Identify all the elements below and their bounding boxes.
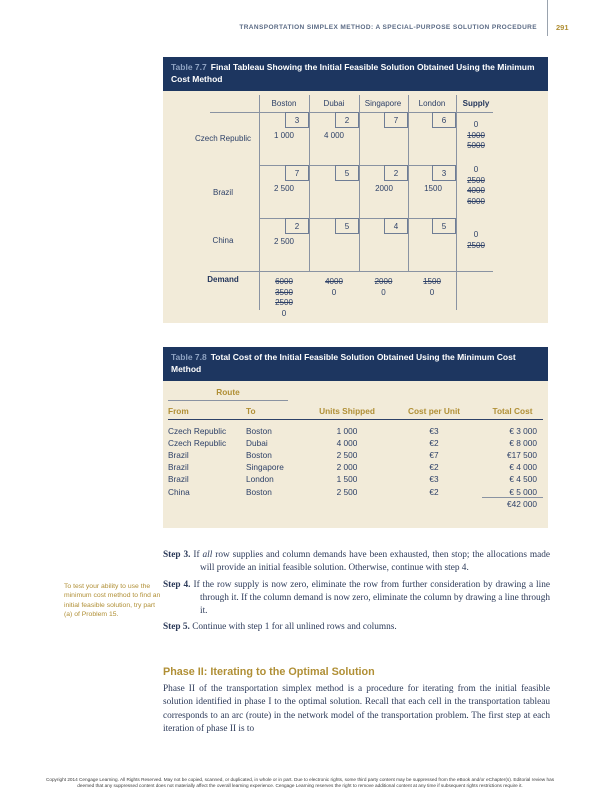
cell-from: Brazil bbox=[168, 462, 189, 473]
demand-value: 0 bbox=[429, 287, 435, 297]
cost-table-header-row bbox=[168, 405, 543, 420]
cost-value: 2 bbox=[294, 222, 300, 231]
demand-stack-london bbox=[408, 277, 456, 298]
cost-box bbox=[384, 218, 408, 234]
table-7-7 bbox=[163, 57, 548, 323]
cost-value: 2 bbox=[393, 169, 399, 178]
cell-units: 2 500 bbox=[336, 450, 358, 461]
step-4-text: If the row supply is now zero, eliminate the row from further consideration by drawing a line through it. If the column demand is now zero, eliminate the column by drawing a line through it. bbox=[190, 579, 550, 617]
table-7-8 bbox=[163, 347, 548, 528]
column-header-supply: Supply bbox=[462, 99, 490, 108]
allocation-china-boston: 2 500 bbox=[273, 237, 295, 246]
supply-stack-china bbox=[446, 230, 506, 251]
cost-box bbox=[285, 218, 309, 234]
allocation-brazil-london: 1500 bbox=[424, 184, 442, 193]
table-row bbox=[168, 425, 543, 437]
cell-cost-per-unit: €3 bbox=[429, 474, 439, 485]
route-header: Route bbox=[168, 387, 288, 401]
grid-vline-1 bbox=[309, 95, 310, 271]
cost-box bbox=[384, 165, 408, 181]
row-label-czech-republic: Czech Republic bbox=[194, 134, 252, 143]
cell-from: Brazil bbox=[168, 474, 189, 485]
step-5 bbox=[163, 621, 550, 634]
cell-units: 1 500 bbox=[336, 474, 358, 485]
cost-value: 4 bbox=[393, 222, 399, 231]
cost-value: 5 bbox=[344, 222, 350, 231]
row-label-brazil: Brazil bbox=[212, 188, 233, 197]
cell-units: 2 000 bbox=[336, 462, 358, 473]
step-4-label: Step 4. bbox=[163, 579, 191, 590]
table-row bbox=[168, 461, 543, 473]
cell-to: Dubai bbox=[246, 438, 268, 449]
allocation-czech-dubai: 4 000 bbox=[323, 131, 345, 140]
demand-stack-boston bbox=[259, 277, 309, 319]
col-header-total-cost: Total Cost bbox=[492, 406, 533, 416]
cell-to: Boston bbox=[246, 450, 272, 461]
cost-value: 2 bbox=[344, 116, 350, 125]
cell-from: Czech Republic bbox=[168, 438, 227, 449]
supply-value-crossed: 5000 bbox=[467, 141, 485, 150]
supply-value: 0 bbox=[473, 230, 479, 239]
step-3-label: Step 3. bbox=[163, 550, 191, 560]
cost-value: 7 bbox=[393, 116, 399, 125]
col-header-to: To bbox=[246, 406, 256, 416]
cost-box bbox=[335, 112, 359, 128]
supply-value-crossed: 4000 bbox=[467, 186, 485, 195]
supply-value: 0 bbox=[473, 165, 479, 174]
copyright-footer bbox=[0, 777, 600, 790]
cell-total-cost: €17 500 bbox=[507, 450, 537, 461]
cell-total-cost: € 4 000 bbox=[509, 462, 537, 473]
cell-cost-per-unit: €2 bbox=[429, 486, 439, 497]
copyright-line-2: deemed that any suppressed content does not materially affect the overall learning experience. Cengage Learning reserves the right to remove additional content at any time if subsequent rights restrictions require it. bbox=[77, 783, 523, 789]
cell-units: 2 500 bbox=[336, 486, 358, 497]
grand-total: €42 000 bbox=[507, 498, 537, 509]
tableau bbox=[163, 91, 548, 323]
demand-value-crossed: 3500 bbox=[275, 287, 293, 297]
cell-from: Brazil bbox=[168, 450, 189, 461]
method-steps bbox=[163, 549, 550, 638]
copyright-line-1: Copyright 2014 Cengage Learning. All Rights Reserved. May not be copied, scanned, or duplicated, in whole or in part. Due to electronic rights, some third party content may be suppressed from the eBook and/or eChapter(s). Editorial review has bbox=[45, 777, 555, 782]
cell-to: Boston bbox=[246, 486, 272, 497]
supply-stack-czech bbox=[446, 120, 506, 152]
supply-value-crossed: 2500 bbox=[467, 175, 485, 185]
column-header-london: London bbox=[418, 99, 446, 108]
allocation-brazil-boston: 2 500 bbox=[273, 184, 295, 193]
supply-value: 0 bbox=[473, 120, 479, 129]
cost-value: 3 bbox=[294, 116, 300, 125]
row-label-demand: Demand bbox=[207, 275, 239, 284]
demand-value: 0 bbox=[281, 308, 287, 318]
cell-to: Singapore bbox=[246, 462, 284, 473]
allocation-brazil-singapore: 2000 bbox=[375, 184, 393, 193]
cell-total-cost: € 4 500 bbox=[509, 474, 537, 485]
demand-stack-singapore bbox=[359, 277, 408, 298]
table-7-8-title: Total Cost of the Initial Feasible Solution Obtained Using the Minimum Cost Method bbox=[171, 352, 516, 374]
cost-box bbox=[335, 218, 359, 234]
cell-cost-per-unit: €2 bbox=[429, 462, 439, 473]
table-row bbox=[168, 473, 543, 485]
table-row bbox=[168, 486, 543, 498]
cell-total-cost: € 8 000 bbox=[509, 438, 537, 449]
supply-value-crossed: 1000 bbox=[467, 130, 485, 140]
cell-cost-per-unit: €3 bbox=[429, 426, 439, 437]
demand-value: 0 bbox=[331, 287, 337, 297]
demand-divider bbox=[210, 271, 493, 272]
cost-value: 6 bbox=[441, 116, 447, 125]
cost-table-rows bbox=[168, 425, 543, 510]
step-5-text: Continue with step 1 for all unlined rows and columns. bbox=[189, 622, 397, 633]
cost-box bbox=[285, 165, 309, 181]
demand-value-crossed: 6000 bbox=[275, 277, 293, 286]
supply-value-crossed: 6000 bbox=[467, 196, 485, 206]
cell-from: China bbox=[168, 486, 190, 497]
cost-value: 5 bbox=[441, 222, 447, 231]
supply-value-crossed: 2500 bbox=[467, 240, 485, 250]
header-divider bbox=[547, 0, 548, 36]
demand-value-crossed: 2000 bbox=[374, 277, 393, 286]
cell-units: 4 000 bbox=[336, 438, 358, 449]
cost-value: 7 bbox=[294, 169, 300, 178]
cell-cost-per-unit: €2 bbox=[429, 438, 439, 449]
col-header-cost-per-unit: Cost per Unit bbox=[407, 406, 461, 416]
running-header-title: TRANSPORTATION SIMPLEX METHOD: A SPECIAL-PURPOSE SOLUTION PROCEDURE bbox=[239, 24, 537, 31]
grid-vline-3 bbox=[408, 95, 409, 271]
step-4 bbox=[163, 579, 550, 619]
table-7-7-label: Table 7.7 bbox=[171, 62, 207, 72]
step-5-label: Step 5. bbox=[163, 622, 190, 633]
margin-note: To test your ability to use the minimum cost method to find an initial feasible solution, try part (a) of Problem 15. bbox=[64, 583, 161, 618]
step-3-emphasis: all bbox=[202, 550, 213, 560]
column-header-singapore: Singapore bbox=[364, 99, 402, 108]
cell-units: 1 000 bbox=[336, 426, 358, 437]
table-7-7-title: Final Tableau Showing the Initial Feasible Solution Obtained Using the Minimum Cost Method bbox=[171, 62, 535, 84]
table-7-8-label: Table 7.8 bbox=[171, 352, 207, 362]
cost-value: 3 bbox=[441, 169, 447, 178]
cost-table bbox=[163, 381, 548, 528]
demand-value-crossed: 1500 bbox=[423, 277, 441, 286]
step-3-text: If bbox=[190, 550, 203, 560]
table-row bbox=[168, 449, 543, 461]
demand-value-crossed: 4000 bbox=[325, 277, 343, 286]
cost-value: 5 bbox=[344, 169, 350, 178]
demand-stack-dubai bbox=[309, 277, 359, 298]
total-row bbox=[168, 498, 543, 510]
cell-cost-per-unit: €7 bbox=[429, 450, 439, 461]
demand-value: 0 bbox=[381, 287, 386, 297]
section-heading: Phase II: Iterating to the Optimal Solution bbox=[163, 666, 375, 678]
table-7-8-title-bar bbox=[163, 347, 548, 381]
cell-total-cost: € 3 000 bbox=[509, 426, 537, 437]
cell-from: Czech Republic bbox=[168, 426, 227, 437]
step-3-text: row supplies and column demands have been exhausted, then stop; the allocations made will provide an initial feasible solution. Otherwise, continue with step 4. bbox=[200, 550, 550, 574]
page-number: 291 bbox=[556, 23, 569, 32]
step-3 bbox=[163, 549, 550, 576]
body-paragraph: Phase II of the transportation simplex method is a procedure for iterating from the initial feasible solution identified in phase I to the optimal solution. Recall that each cell in the transportation tableau corresponds to an arc (route) in the network model of the transportation problem. The first step at each iteration of phase II is to bbox=[163, 684, 550, 734]
row-label-china: China bbox=[212, 236, 234, 245]
supply-stack-brazil bbox=[446, 165, 506, 207]
allocation-czech-boston: 1 000 bbox=[273, 131, 295, 140]
col-header-from: From bbox=[168, 406, 189, 416]
column-header-boston: Boston bbox=[271, 99, 297, 108]
cost-box bbox=[285, 112, 309, 128]
column-header-dubai: Dubai bbox=[323, 99, 345, 108]
cell-to: London bbox=[246, 474, 274, 485]
cell-to: Boston bbox=[246, 426, 272, 437]
cost-box bbox=[335, 165, 359, 181]
demand-value-crossed: 2500 bbox=[275, 298, 293, 307]
table-row bbox=[168, 437, 543, 449]
grid-vline-2 bbox=[359, 95, 360, 271]
table-7-7-title-bar bbox=[163, 57, 548, 91]
col-header-units-shipped: Units Shipped bbox=[319, 406, 375, 416]
cell-total-cost: € 5 000 bbox=[482, 486, 543, 498]
cost-box bbox=[384, 112, 408, 128]
